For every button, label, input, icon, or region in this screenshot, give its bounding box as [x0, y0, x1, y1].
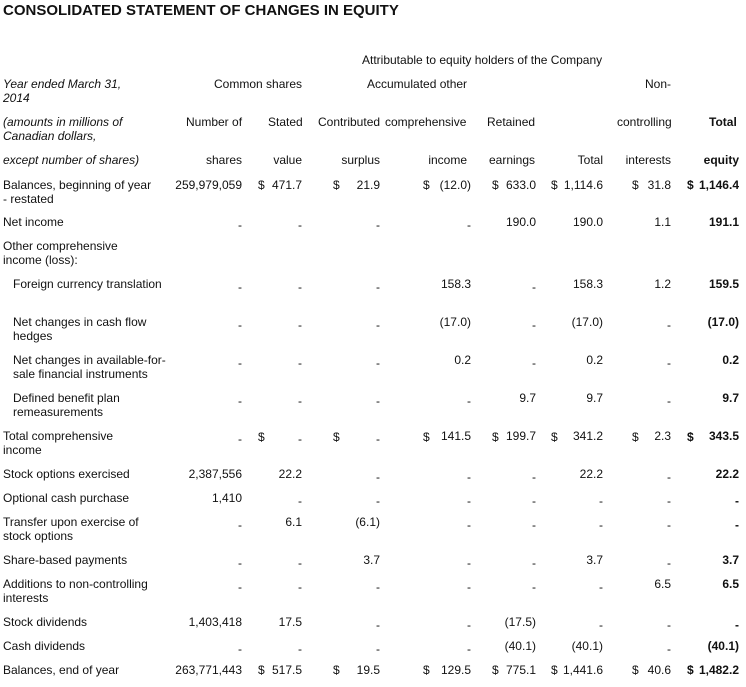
- cell-nci: 31.8: [647, 178, 671, 192]
- cell-contributed-surplus: -: [376, 394, 380, 408]
- cell-total: 158.3: [572, 277, 603, 291]
- cell-retained-earnings: -: [532, 318, 536, 332]
- cell-total: 9.7: [586, 391, 603, 405]
- cell-surplus-dollar: $: [333, 430, 340, 444]
- cell-nci-dollar: $: [632, 178, 639, 192]
- cell-stated-value: -: [298, 280, 302, 294]
- cell-stated-value: -: [298, 394, 302, 408]
- cell-stated-value: 6.1: [285, 515, 302, 529]
- cell-total: 1,114.6: [563, 178, 603, 192]
- cell-total-equity: -: [735, 494, 739, 508]
- cell-retained-earnings: -: [532, 356, 536, 370]
- cell-stated-value: -: [298, 356, 302, 370]
- cell-total: (17.0): [571, 315, 603, 329]
- cell-contributed-surplus: -: [376, 494, 380, 508]
- row-label: Optional cash purchase: [3, 491, 130, 505]
- cell-number-of-shares: -: [238, 394, 242, 408]
- cell-number-of-shares: -: [238, 432, 242, 446]
- row-label: Stock options exercised: [3, 467, 130, 481]
- cell-stated-value: 471.7: [271, 178, 302, 192]
- cell-stated-dollar: $: [258, 663, 265, 677]
- row-label: Share-based payments: [3, 553, 128, 567]
- row-label: Balances, end of year: [3, 663, 120, 677]
- header-year: 2014: [3, 91, 30, 105]
- cell-total-equity: 343.5: [708, 429, 739, 443]
- cell-contributed-surplus: -: [376, 580, 380, 594]
- row-label: Net income: [3, 215, 64, 229]
- statement-title: CONSOLIDATED STATEMENT OF CHANGES IN EQUITY: [3, 2, 399, 19]
- cell-total: 3.7: [586, 553, 603, 567]
- cell-nci: -: [667, 394, 671, 408]
- cell-total: 0.2: [586, 353, 603, 367]
- cell-contributed-surplus: -: [376, 356, 380, 370]
- cell-stated-value: 517.5: [271, 663, 302, 677]
- cell-retained-earnings: -: [532, 580, 536, 594]
- cell-retained-dollar: $: [492, 663, 499, 677]
- cell-total: -: [599, 580, 603, 594]
- cell-total-equity: (17.0): [707, 315, 739, 329]
- header-contributed: Contributed: [318, 115, 381, 129]
- row-label: Foreign currency translation: [13, 277, 162, 291]
- cell-nci: 2.3: [654, 429, 671, 443]
- cell-contributed-surplus: -: [376, 218, 380, 232]
- row-label: Other comprehensive income (loss):: [3, 239, 118, 267]
- cell-contributed-surplus: -: [376, 318, 380, 332]
- cell-aoci: 141.5: [440, 429, 471, 443]
- cell-aoci: -: [467, 494, 471, 508]
- cell-contributed-surplus: -: [376, 432, 380, 446]
- cell-aoci: -: [467, 394, 471, 408]
- header-stated: Stated: [268, 115, 303, 129]
- row-label: Balances, beginning of year - restated: [3, 178, 152, 206]
- cell-total: -: [599, 518, 603, 532]
- cell-stated-value: 22.2: [278, 467, 302, 481]
- cell-retained-dollar: $: [492, 178, 499, 192]
- cell-aoci: -: [467, 580, 471, 594]
- cell-equity-dollar: $: [687, 430, 694, 444]
- cell-aoci: -: [467, 470, 471, 484]
- cell-total-equity: 22.2: [715, 467, 739, 481]
- cell-stated-value: -: [298, 580, 302, 594]
- cell-total-equity: -: [735, 618, 739, 632]
- cell-retained-earnings: -: [532, 494, 536, 508]
- cell-stated-value: -: [298, 642, 302, 656]
- cell-aoci-dollar: $: [423, 663, 430, 677]
- cell-total-equity: 191.1: [708, 215, 739, 229]
- header-equity: equity: [703, 153, 739, 167]
- cell-retained-earnings: (17.5): [504, 615, 536, 629]
- cell-retained-earnings: -: [532, 556, 536, 570]
- row-label: Transfer upon exercise of stock options: [3, 515, 139, 543]
- cell-equity-dollar: $: [687, 178, 694, 192]
- cell-retained-earnings: -: [532, 518, 536, 532]
- header-income: income: [428, 153, 467, 167]
- row-label: Defined benefit plan remeasurements: [13, 391, 120, 419]
- header-common-shares: Common shares: [214, 77, 303, 91]
- header-shares: shares: [205, 153, 242, 167]
- cell-number-of-shares: -: [238, 556, 242, 570]
- cell-total-dollar: $: [551, 663, 558, 677]
- cell-total: 341.2: [572, 429, 603, 443]
- header-number-of: Number of: [186, 115, 243, 129]
- header-amounts-line3: except number of shares): [3, 153, 140, 167]
- header-surplus: surplus: [341, 153, 380, 167]
- row-label: Net changes in available-for-sale financial instruments: [13, 353, 166, 381]
- header-controlling: controlling: [617, 115, 672, 129]
- cell-total: (40.1): [571, 639, 603, 653]
- cell-nci-dollar: $: [632, 663, 639, 677]
- cell-contributed-surplus: 19.5: [356, 663, 380, 677]
- header-total-equity: Total: [709, 115, 737, 129]
- cell-nci: -: [667, 518, 671, 532]
- cell-total: 22.2: [579, 467, 603, 481]
- cell-number-of-shares: -: [238, 580, 242, 594]
- cell-surplus-dollar: $: [333, 178, 340, 192]
- cell-total-equity: 3.7: [722, 553, 739, 567]
- row-label: Cash dividends: [3, 639, 86, 653]
- cell-total-equity: 9.7: [722, 391, 739, 405]
- cell-retained-dollar: $: [492, 430, 499, 444]
- cell-retained-earnings: 633.0: [505, 178, 536, 192]
- cell-aoci: (12.0): [439, 178, 471, 192]
- cell-retained-earnings: 775.1: [505, 663, 536, 677]
- cell-retained-earnings: (40.1): [504, 639, 536, 653]
- cell-retained-earnings: 9.7: [519, 391, 536, 405]
- cell-total: -: [599, 618, 603, 632]
- cell-nci: 1.2: [654, 277, 671, 291]
- cell-surplus-dollar: $: [333, 663, 340, 677]
- cell-aoci: 129.5: [440, 663, 471, 677]
- cell-contributed-surplus: 3.7: [363, 553, 380, 567]
- cell-stated-value: -: [298, 218, 302, 232]
- cell-total-equity: 0.2: [722, 353, 739, 367]
- cell-total: 190.0: [572, 215, 603, 229]
- cell-total-equity: 1,146.4: [698, 178, 739, 192]
- cell-contributed-surplus: (6.1): [355, 515, 380, 529]
- cell-aoci: 0.2: [454, 353, 471, 367]
- header-non: Non-: [645, 77, 672, 91]
- cell-aoci: (17.0): [439, 315, 471, 329]
- cell-total-equity: 159.5: [708, 277, 739, 291]
- cell-number-of-shares: 1,403,418: [188, 615, 242, 629]
- cell-number-of-shares: -: [238, 318, 242, 332]
- cell-number-of-shares: 1,410: [211, 491, 242, 505]
- header-amounts-line2: Canadian dollars,: [3, 129, 97, 143]
- cell-aoci: -: [467, 218, 471, 232]
- cell-total-equity: 6.5: [722, 577, 739, 591]
- cell-stated-value: 17.5: [278, 615, 302, 629]
- cell-aoci: -: [467, 618, 471, 632]
- cell-nci: -: [667, 318, 671, 332]
- cell-nci: 1.1: [654, 215, 671, 229]
- cell-contributed-surplus: -: [376, 642, 380, 656]
- cell-nci: -: [667, 556, 671, 570]
- row-label: Additions to non-controlling interests: [3, 577, 148, 605]
- cell-nci: 6.5: [654, 577, 671, 591]
- header-attributable: Attributable to equity holders of the Company: [362, 53, 603, 67]
- cell-retained-earnings: -: [532, 470, 536, 484]
- cell-aoci: -: [467, 518, 471, 532]
- cell-total-dollar: $: [551, 430, 558, 444]
- header-retained: Retained: [487, 115, 536, 129]
- header-value: value: [273, 153, 302, 167]
- cell-nci: -: [667, 642, 671, 656]
- cell-total: -: [599, 494, 603, 508]
- cell-stated-value: -: [298, 556, 302, 570]
- cell-retained-earnings: -: [532, 280, 536, 294]
- header-interests: interests: [625, 153, 671, 167]
- cell-total-equity: -: [735, 518, 739, 532]
- header-total: Total: [577, 153, 603, 167]
- cell-total: 1,441.6: [562, 663, 603, 677]
- cell-retained-earnings: 199.7: [505, 429, 536, 443]
- row-label: Net changes in cash flow hedges: [13, 315, 147, 343]
- cell-aoci-dollar: $: [423, 178, 430, 192]
- cell-nci: -: [667, 470, 671, 484]
- cell-number-of-shares: -: [238, 518, 242, 532]
- cell-number-of-shares: -: [238, 356, 242, 370]
- cell-total-equity: (40.1): [707, 639, 739, 653]
- cell-number-of-shares: -: [238, 642, 242, 656]
- cell-nci: -: [667, 356, 671, 370]
- cell-number-of-shares: 2,387,556: [188, 467, 242, 481]
- cell-aoci: 158.3: [440, 277, 471, 291]
- cell-contributed-surplus: -: [376, 280, 380, 294]
- cell-stated-value: -: [298, 318, 302, 332]
- header-comprehensive: comprehensive: [385, 115, 467, 129]
- header-earnings: earnings: [488, 153, 535, 167]
- cell-nci: -: [667, 494, 671, 508]
- cell-nci: 40.6: [647, 663, 671, 677]
- cell-number-of-shares: 263,771,443: [175, 663, 242, 677]
- cell-number-of-shares: -: [238, 218, 242, 232]
- cell-contributed-surplus: 21.9: [356, 178, 380, 192]
- cell-nci: -: [667, 618, 671, 632]
- cell-number-of-shares: 259,979,059: [175, 178, 242, 192]
- cell-stated-value: -: [298, 494, 302, 508]
- row-label: Stock dividends: [3, 615, 88, 629]
- row-label: Total comprehensive income: [3, 429, 114, 457]
- header-year-ended: Year ended March 31,: [3, 77, 122, 91]
- cell-contributed-surplus: -: [376, 470, 380, 484]
- cell-stated-dollar: $: [258, 430, 265, 444]
- cell-aoci-dollar: $: [423, 430, 430, 444]
- cell-stated-dollar: $: [258, 178, 265, 192]
- cell-retained-earnings: 190.0: [505, 215, 536, 229]
- cell-stated-value: -: [298, 432, 302, 446]
- cell-equity-dollar: $: [687, 663, 694, 677]
- cell-aoci: -: [467, 556, 471, 570]
- cell-aoci: -: [467, 642, 471, 656]
- cell-nci-dollar: $: [632, 430, 639, 444]
- cell-number-of-shares: -: [238, 280, 242, 294]
- header-amounts-line1: (amounts in millions of: [3, 115, 123, 129]
- cell-contributed-surplus: -: [376, 618, 380, 632]
- header-accumulated-other: Accumulated other: [367, 77, 468, 91]
- cell-total-equity: 1,482.2: [698, 663, 739, 677]
- cell-total-dollar: $: [551, 178, 558, 192]
